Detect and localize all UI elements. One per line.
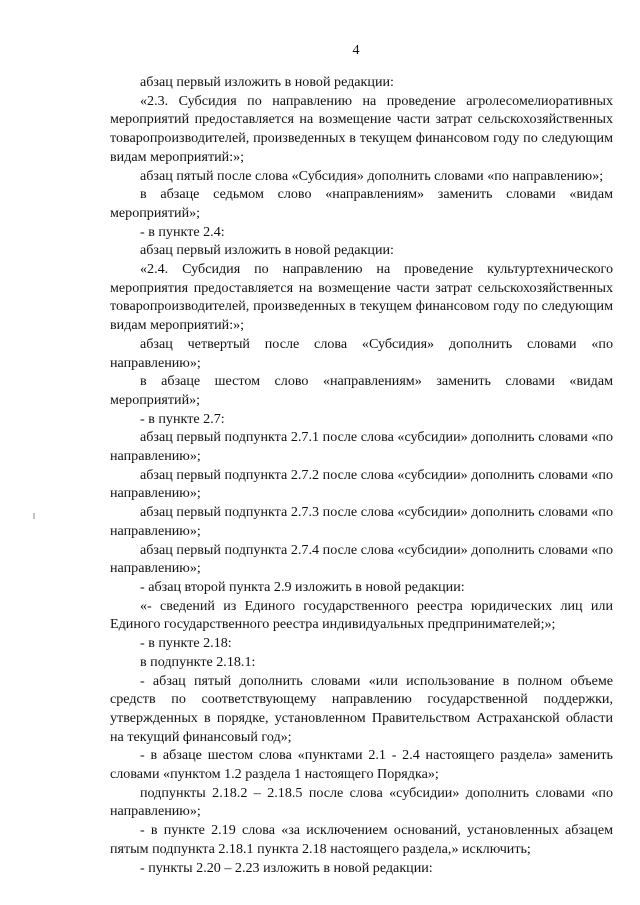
paragraph: абзац пятый после слова «Субсидия» дополнить словами «по направлению»; <box>140 167 604 184</box>
paragraph: - абзац пятый дополнить словами «или использование в полном объеме средств по соответствующему направлению государственной поддержки, утвержденных в порядке, установленном Правительством Астраханской области на текущий финансовый год»; <box>110 672 613 745</box>
paragraph: абзац первый подпункта 2.7.3 после слова «субсидии» дополнить словами «по направлению»; <box>110 504 613 539</box>
paragraph: - в пункте 2.18: <box>140 635 232 652</box>
paragraph: «- сведений из Единого государственного реестра юридических лиц или Единого государственного реестра индивидуальных предпринимателей;»; <box>110 597 613 633</box>
paragraph: в абзаце седьмом слово «направлениям» заменить словами «видам мероприятий»; <box>110 186 613 221</box>
paragraph: «2.4. Субсидия по направлению на проведение культуртехнического мероприятия предоставляется на возмещение части затрат сельскохозяйственных товаропроизводителей, произведенных в текущем финансовом году по следующим видам мероприятий:»; <box>110 261 613 334</box>
paragraph: - в пункте 2.4: <box>140 223 225 240</box>
paragraph: «2.3. Субсидия по направлению на проведение агролесомелиоративных мероприятий предоставляется на возмещение части затрат сельскохозяйственных товаропроизводителей, произведенных в текущем финансовом году по следующим видам мероприятий:»; <box>110 92 613 165</box>
page-number: 4 <box>352 43 360 58</box>
paragraph: абзац первый подпункта 2.7.2 после слова «субсидии» дополнить словами «по направлению»; <box>110 466 613 502</box>
paragraph: абзац первый изложить в новой редакции: <box>140 242 394 259</box>
paragraph: - в пункте 2.7: <box>140 410 225 427</box>
paragraph: в абзаце шестом слово «направлениям» заменить словами «видам мероприятий»; <box>110 373 613 408</box>
paragraph: подпункты 2.18.2 – 2.18.5 после слова «субсидии» дополнить словами «по направлению»; <box>110 784 613 820</box>
paragraph: - в абзаце шестом слова «пунктами 2.1 - 2.4 настоящего раздела» заменить словами «пунктом 1.2 раздела 1 настоящего Порядка»; <box>110 747 613 783</box>
paragraph: - абзац второй пункта 2.9 изложить в новой редакции: <box>140 578 465 595</box>
paragraph: - в пункте 2.19 слова «за исключением оснований, установленных абзацем пятым подпункта 2.18.1 пункта 2.18 настоящего раздела,» исключить; <box>110 822 613 857</box>
paragraph: абзац первый изложить в новой редакции: <box>140 74 394 90</box>
document-body <box>110 73 613 877</box>
paragraph: абзац четвертый после слова «Субсидия» дополнить словами «по направлению»; <box>110 335 613 371</box>
paragraph: - пункты 2.20 – 2.23 изложить в новой редакции: <box>140 859 433 876</box>
paragraph: в подпункте 2.18.1: <box>140 653 256 670</box>
paragraph: абзац первый подпункта 2.7.1 после слова «субсидии» дополнить словами «по направлению»; <box>110 429 613 465</box>
paragraph: абзац первый подпункта 2.7.4 после слова «субсидии» дополнить словами «по направлению»; <box>110 541 613 577</box>
scan-mark <box>33 513 35 519</box>
